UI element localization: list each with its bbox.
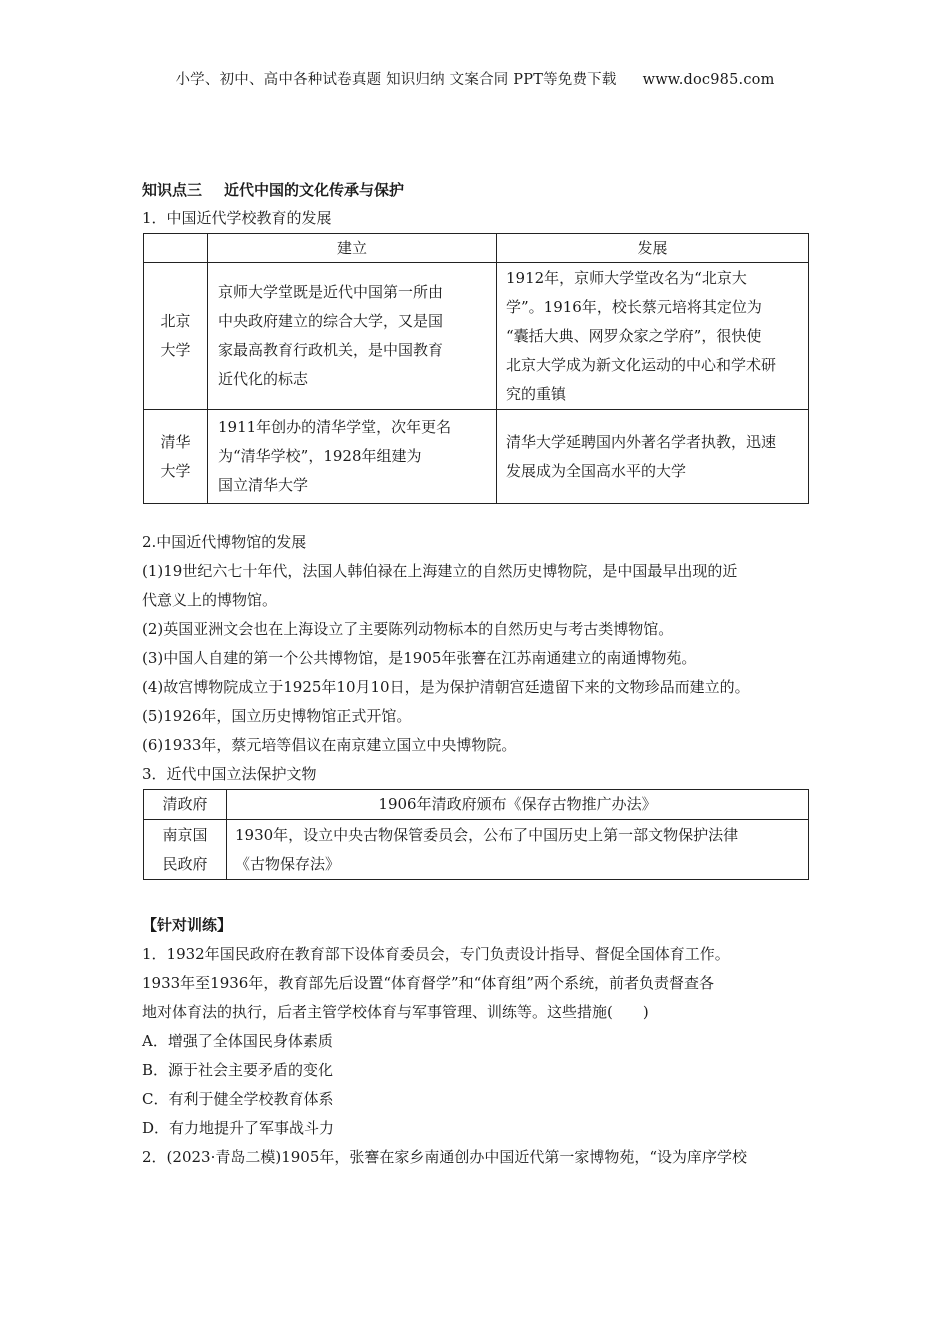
museum-line: (4)故宫博物院成立于1925年10月10日，是为保护清朝宫廷遗留下来的文物珍品而建立的。 (142, 678, 750, 696)
establish-cell: 1911年创办的清华学堂，次年更名 为“清华学校”，1928年组建为 国立清华大学 (208, 410, 497, 504)
option-c: C．有利于健全学校教育体系 (142, 1090, 334, 1108)
museum-line: (1)19世纪六七十年代，法国人韩伯禄在上海建立的自然历史博物院，是中国最早出现的近 (142, 562, 738, 580)
part2-heading: 2.中国近代博物馆的发展 (142, 533, 307, 551)
option-b: B．源于社会主要矛盾的变化 (142, 1061, 334, 1079)
row-name: 南京国 民政府 (144, 820, 227, 880)
develop-cell: 清华大学延聘国内外著名学者执教，迅速 发展成为全国高水平的大学 (497, 410, 809, 504)
row-name: 清华 大学 (144, 410, 208, 504)
museum-line: (2)英国亚洲文会也在上海设立了主要陈列动物标本的自然历史与考古类博物馆。 (142, 620, 674, 638)
museum-line: (6)1933年，蔡元培等倡议在南京建立国立中央博物院。 (142, 736, 517, 754)
develop-cell: 1912年，京师大学堂改名为“北京大 学”。1916年，校长蔡元培将其定位为 “囊括大典、网罗众家之学府”，很快使 北京大学成为新文化运动的中心和学术研 究的重镇 (497, 263, 809, 410)
museum-line: (5)1926年，国立历史博物馆正式开馆。 (142, 707, 412, 725)
training-heading: 【针对训练】 (142, 916, 233, 934)
option-d: D．有力地提升了军事战斗力 (142, 1119, 335, 1137)
part3-heading: 3．近代中国立法保护文物 (142, 765, 317, 783)
column-header-develop: 发展 (497, 234, 809, 263)
column-header-establish: 建立 (208, 234, 497, 263)
question-line: 地对体育法的执行，后者主管学校体育与军事管理、训练等。这些措施( ) (142, 1003, 649, 1021)
document-body (142, 176, 810, 1172)
section-title: 知识点三 近代中国的文化传承与保护 (142, 181, 405, 199)
table-row (144, 263, 809, 410)
question-line: 1933年至1936年，教育部先后设置“体育督学”和“体育组”两个系统，前者负责督查各 (142, 974, 715, 992)
part1-heading: 1．中国近代学校教育的发展 (142, 209, 332, 227)
row-content: 1906年清政府颁布《保存古物推广办法》 (227, 790, 809, 820)
school-education-table (143, 233, 809, 504)
header-text: 小学、初中、高中各种试卷真题 知识归纳 文案合同 PPT等免费下载 (175, 72, 617, 88)
table-row (144, 790, 809, 820)
row-name: 北京 大学 (144, 263, 208, 410)
table-row (144, 410, 809, 504)
relic-law-table (143, 789, 809, 880)
museum-line: 代意义上的博物馆。 (142, 591, 278, 609)
museum-line: (3)中国人自建的第一个公共博物馆，是1905年张謇在江苏南通建立的南通博物苑。 (142, 649, 697, 667)
table-header-row (144, 234, 809, 263)
question-line: 1．1932年国民政府在教育部下设体育委员会，专门负责设计指导、督促全国体育工作。 (142, 945, 730, 963)
row-name: 清政府 (144, 790, 227, 820)
question-line: 2．(2023·青岛二模)1905年，张謇在家乡南通创办中国近代第一家博物苑，“设为庠序学校 (142, 1148, 748, 1166)
option-a: A．增强了全体国民身体素质 (142, 1032, 333, 1050)
header-url[interactable]: www.doc985.com (642, 72, 775, 88)
establish-cell: 京师大学堂既是近代中国第一所由 中央政府建立的综合大学，又是国 家最高教育行政机关，是中国教育 近代化的标志 (208, 263, 497, 410)
page-header (0, 68, 950, 89)
table-row (144, 820, 809, 880)
row-content: 1930年，设立中央古物保管委员会，公布了中国历史上第一部文物保护法律 《古物保存法》 (227, 820, 809, 880)
